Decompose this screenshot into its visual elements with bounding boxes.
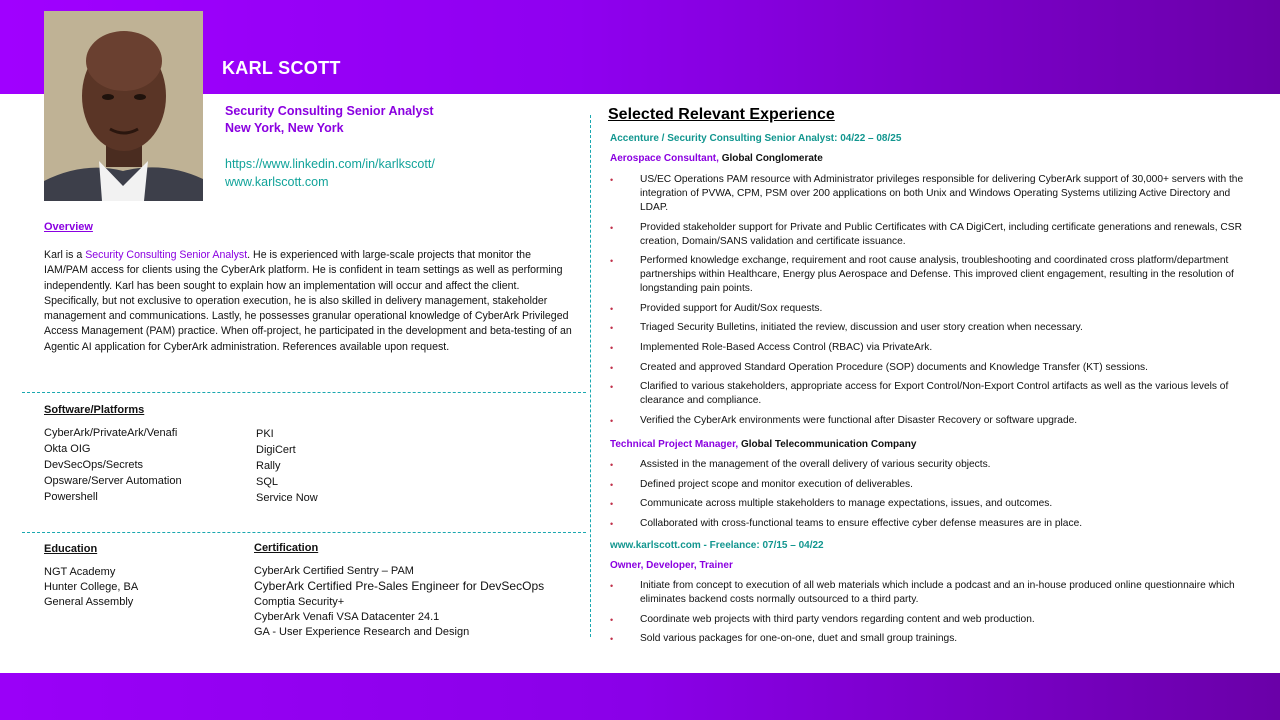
list-item: • Communicate across multiple stakeholders to manage expectations, issues, and outcomes.: [610, 498, 1053, 510]
role-tpm: [610, 439, 916, 450]
overview-body: . He is experienced with large-scale projects that monitor the IAM/PAM access for clients using the CyberArk platform. He is confident in team settings as well as performing independently. Karl has been sought to explain how an implementation will occur and affect the client. Specifically, but not exclusive to operation execution, he is also skilled in delivery management, stakeholder management and communications. Lastly, he possesses granular operational knowledge of CyberArk Privileged Access Management (PAM) practice. When off-project, he participated in the development and beta-testing of an Agentic AI application for CyberArk administration. References available upon request.: [44, 249, 572, 353]
location: New York, New York: [225, 121, 344, 135]
overview-heading: Overview: [44, 221, 93, 233]
list-item: • Collaborated with cross-functional teams to ensure effective cyber defense measures are in place.: [610, 517, 1083, 529]
software-heading: Software/Platforms: [44, 404, 145, 416]
list-item: Comptia Security+: [254, 595, 345, 608]
list-item: • Provided support for Audit/Sox requests.: [610, 302, 823, 314]
list-item: SQL: [256, 476, 279, 488]
job-accenture: Accenture / Security Consulting Senior Analyst: 04/22 – 08/25: [610, 133, 902, 144]
bullets-freelance: [610, 579, 1260, 652]
candidate-name: KARL SCOTT: [222, 58, 341, 78]
list-item: • Triaged Security Bulletins, initiated the review, discussion and user story creation when necessary.: [610, 322, 1083, 334]
list-item: CyberArk/PrivateArk/Venafi: [44, 427, 178, 439]
website-link[interactable]: www.karlscott.com: [225, 175, 329, 189]
list-item: • Clarified to various stakeholders, appropriate access for Export Control/Non-Export Control artifacts as well as the various levels of clearance and compliance.: [610, 381, 1229, 407]
software-list-2: [256, 426, 318, 506]
list-item: Powershell: [44, 491, 98, 503]
education-heading: Education: [44, 543, 98, 555]
role-aerospace: [610, 153, 823, 164]
footer-band: [0, 673, 1280, 720]
list-item: Rally: [256, 460, 281, 472]
divider: [22, 532, 586, 533]
linkedin-link[interactable]: https://www.linkedin.com/in/karlkscott/: [225, 157, 435, 171]
list-item: • Assisted in the management of the overall delivery of various security objects.: [610, 459, 991, 470]
list-item: • Created and approved Standard Operation Procedure (SOP) documents and Knowledge Transfer (KT) sessions.: [610, 361, 1148, 373]
role-owner: Owner, Developer, Trainer: [610, 560, 733, 571]
list-item: General Assembly: [44, 596, 134, 608]
role-org: Global Telecommunication Company: [740, 439, 917, 450]
overview-highlight: Security Consulting Senior Analyst: [85, 249, 248, 261]
list-item: • Implemented Role-Based Access Control (RBAC) via PrivateArk.: [610, 341, 933, 353]
list-item: • Performed knowledge exchange, requirement and root cause analysis, troubleshooting and coordinated cross platform/department partnerships within Healthcare, Energy plus Aerospace and Defense. This improved client engagement, resulting in the resolution of longstanding pain points.: [610, 255, 1234, 295]
list-item: Opsware/Server Automation: [44, 475, 182, 487]
list-item: CyberArk Venafi VSA Datacenter 24.1: [254, 610, 440, 623]
list-item: PKI: [256, 428, 274, 440]
list-item: CyberArk Certified Sentry – PAM: [254, 565, 414, 577]
list-item: DevSecOps/Secrets: [44, 459, 144, 471]
job-freelance: www.karlscott.com - Freelance: 07/15 – 04/22: [610, 540, 824, 551]
list-item: • Provided stakeholder support for Private and Public Certificates with CA DigiCert, including certificate generations and renewals, CSR creation, Domain/SANS validation and certificate issuance.: [610, 221, 1242, 247]
list-item: • Coordinate web projects with third party vendors regarding content and web production.: [610, 613, 1035, 625]
role-org: Global Conglomerate: [721, 153, 823, 164]
list-item: Hunter College, BA: [44, 581, 139, 593]
divider: [22, 392, 586, 393]
list-item: NGT Academy: [44, 566, 116, 578]
column-divider: [590, 115, 591, 637]
contact-links: [225, 155, 435, 191]
profile-title-block: [225, 103, 434, 137]
list-item: DigiCert: [256, 444, 296, 456]
overview-text: [44, 248, 576, 355]
overview-pre: Karl is a: [44, 249, 86, 261]
role-title: Aerospace Consultant,: [610, 153, 722, 164]
list-item: CyberArk Certified Pre-Sales Engineer for DevSecOps: [254, 579, 545, 594]
profile-photo: [44, 11, 203, 201]
certification-heading: Certification: [254, 542, 319, 554]
software-list-1: [44, 425, 182, 505]
job-title: Security Consulting Senior Analyst: [225, 104, 434, 118]
list-item: Service Now: [256, 492, 318, 504]
education-list: [44, 565, 138, 610]
bullets-aerospace: [610, 173, 1260, 433]
role-title: Technical Project Manager,: [610, 439, 741, 450]
list-item: • Verified the CyberArk environments were functional after Disaster Recovery or software upgrade.: [610, 414, 1078, 426]
list-item: • Initiate from concept to execution of all web materials which include a podcast and an in-house produced online questionnaire which eliminates backend costs normally outsourced to a third party.: [610, 580, 1235, 605]
experience-heading: Selected Relevant Experience: [608, 106, 835, 123]
list-item: • US/EC Operations PAM resource with Administrator privileges responsible for delivering CyberArk support of 30,000+ servers with the integration of PVWA, CPM, PSM over 200 applications on both Unix and Windows Operating Systems utilizing Active Directory and LDAP.: [610, 174, 1244, 213]
list-item: • Defined project scope and monitor execution of deliverables.: [610, 478, 913, 490]
list-item: • Sold various packages for one-on-one, duet and small group trainings.: [610, 633, 958, 645]
bullets-tpm: [610, 458, 1260, 536]
list-item: Okta OIG: [44, 443, 91, 455]
certification-list: [254, 564, 544, 640]
list-item: GA - User Experience Research and Design: [254, 626, 470, 639]
